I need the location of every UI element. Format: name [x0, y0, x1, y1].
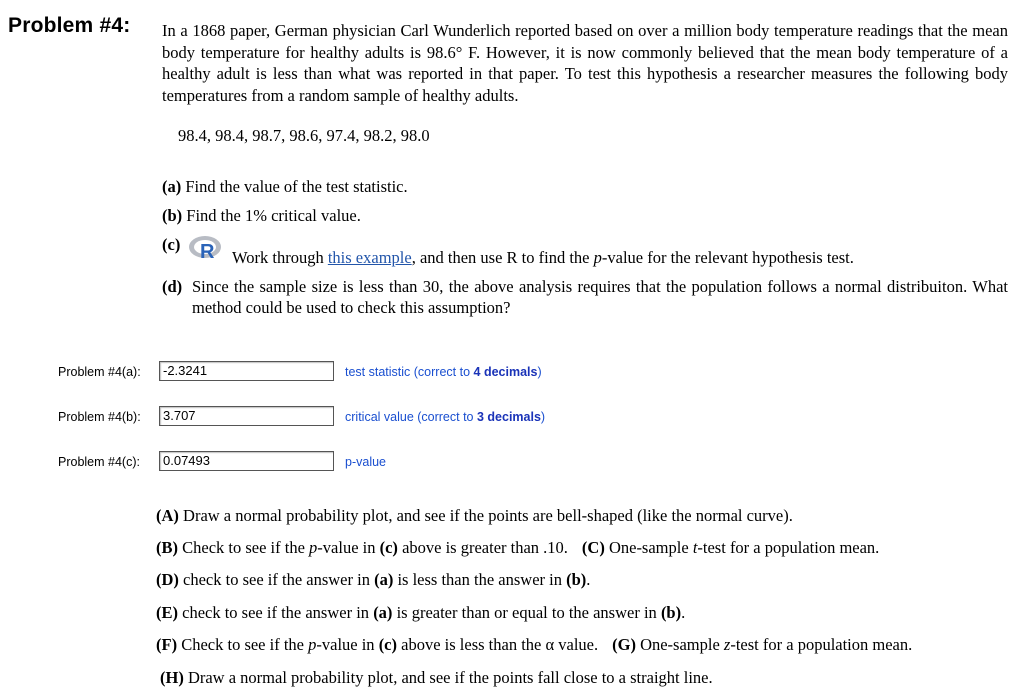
- part-b-text: Find the 1% critical value.: [186, 206, 361, 225]
- answer-a-label: Problem #4(a):: [58, 365, 141, 379]
- answer-b-note-bold: 3 decimals: [476, 410, 541, 424]
- option-b-post: above is greater than .10.: [397, 538, 568, 557]
- option-f-pvar: p: [308, 635, 317, 654]
- option-g-post: -test for a population mean.: [730, 635, 913, 654]
- part-c-post2: -value for the relevant hypothesis test.: [601, 248, 854, 267]
- option-d-mid: is less than the answer in: [393, 570, 567, 589]
- problem-statement: In a 1868 paper, German physician Carl Wunderlich reported based on over a million body temperature readings that the mean body temperature for healthy adults is 98.6° F. However, it is now commonly believed that the mean body temperature of a healthy adult is less than what was reported in that paper. To test this hypothesis a researcher measures the following body temperatures from a random sample of healthy adults.: [162, 21, 1008, 105]
- answer-a-input[interactable]: [159, 361, 334, 381]
- p-variable: p: [593, 248, 602, 267]
- part-c-letter: (c): [162, 235, 181, 254]
- option-h-letter: (H): [160, 668, 184, 687]
- answer-c-note-text: p-value: [345, 455, 386, 469]
- answer-b-note-close: ): [540, 410, 546, 424]
- option-e-post: .: [681, 603, 686, 622]
- part-a: [162, 176, 408, 197]
- option-f-pre: Check to see if the: [181, 635, 309, 654]
- option-b-ref: (c): [379, 538, 398, 557]
- option-d-post: .: [586, 570, 591, 589]
- r-logo-icon: [188, 234, 226, 262]
- part-d-letter: (d): [162, 277, 183, 296]
- answer-a-note-bold: 4 decimals: [473, 365, 538, 379]
- option-row-bc: [156, 538, 879, 558]
- option-d-pre: check to see if the answer in: [183, 570, 375, 589]
- option-f-ref: (c): [378, 635, 398, 654]
- problem-label: Problem #4:: [8, 14, 131, 37]
- answer-c-note: [345, 455, 386, 469]
- option-e-ref1: (a): [373, 603, 393, 622]
- option-a[interactable]: [156, 506, 793, 526]
- part-c-post1: , and then use R to find the: [411, 248, 594, 267]
- part-c-text: [232, 247, 854, 268]
- sample-data: 98.4, 98.4, 98.7, 98.6, 97.4, 98.2, 98.0: [178, 126, 430, 145]
- option-c-letter: (C): [581, 538, 605, 557]
- part-b-letter: (b): [162, 206, 183, 225]
- answer-a-note-close: ): [537, 365, 542, 379]
- option-h-text: Draw a normal probability plot, and see if the points fall close to a straight line.: [187, 668, 713, 687]
- answer-b-note-text: critical value (correct to: [345, 410, 477, 424]
- answer-b-note: [345, 410, 545, 424]
- option-c-pre: One-sample: [608, 538, 693, 557]
- part-a-text: Find the value of the test statistic.: [185, 177, 408, 196]
- answer-a-note: [345, 365, 542, 379]
- option-b-pvar: p: [309, 538, 318, 557]
- option-f[interactable]: [156, 635, 598, 654]
- option-g[interactable]: [612, 635, 912, 654]
- option-g-pre: One-sample: [640, 635, 724, 654]
- option-f-post: above is less than the α value.: [397, 635, 599, 654]
- option-b-pre: Check to see if the: [182, 538, 310, 557]
- option-d-letter: (D): [156, 570, 179, 589]
- part-c-pre: Work through: [232, 248, 328, 267]
- option-a-letter: (A): [156, 506, 179, 525]
- r-logo-letter: R: [200, 241, 215, 262]
- answer-c-label: Problem #4(c):: [58, 455, 140, 469]
- option-d-ref2: (b): [566, 570, 587, 589]
- this-example-link[interactable]: this example: [327, 248, 412, 267]
- option-f-mid: -value in: [316, 635, 379, 654]
- part-d-text: Since the sample size is less than 30, the above analysis requires that the population follows a normal distribuiton. What method could be used to check this assumption?: [192, 277, 1008, 317]
- part-b: [162, 205, 361, 226]
- option-b-mid: -value in: [317, 538, 380, 557]
- option-g-letter: (G): [612, 635, 636, 654]
- part-c: [162, 234, 1008, 268]
- option-e-letter: (E): [156, 603, 178, 622]
- answer-c-input[interactable]: [159, 451, 334, 471]
- option-row-fg: [156, 635, 912, 655]
- option-f-letter: (F): [156, 635, 178, 654]
- option-b-letter: (B): [156, 538, 178, 557]
- part-d: [162, 276, 1008, 318]
- option-b[interactable]: [156, 538, 568, 557]
- answer-b-label: Problem #4(b):: [58, 410, 141, 424]
- option-e-pre: check to see if the answer in: [182, 603, 374, 622]
- option-c-tvar: t: [692, 538, 698, 557]
- option-h[interactable]: [160, 668, 713, 688]
- option-a-text: Draw a normal probability plot, and see if the points are bell-shaped (like the normal curve).: [183, 506, 793, 525]
- part-a-letter: (a): [162, 177, 182, 196]
- option-d[interactable]: [156, 570, 590, 590]
- option-c-post: -test for a population mean.: [697, 538, 880, 557]
- answer-a-note-text: test statistic (correct to: [345, 365, 474, 379]
- option-d-ref1: (a): [374, 570, 394, 589]
- option-e-ref2: (b): [660, 603, 682, 622]
- option-c[interactable]: [582, 538, 879, 557]
- option-g-zvar: z: [723, 635, 731, 654]
- answer-b-input[interactable]: [159, 406, 334, 426]
- option-e[interactable]: [156, 603, 685, 623]
- option-e-mid: is greater than or equal to the answer in: [392, 603, 661, 622]
